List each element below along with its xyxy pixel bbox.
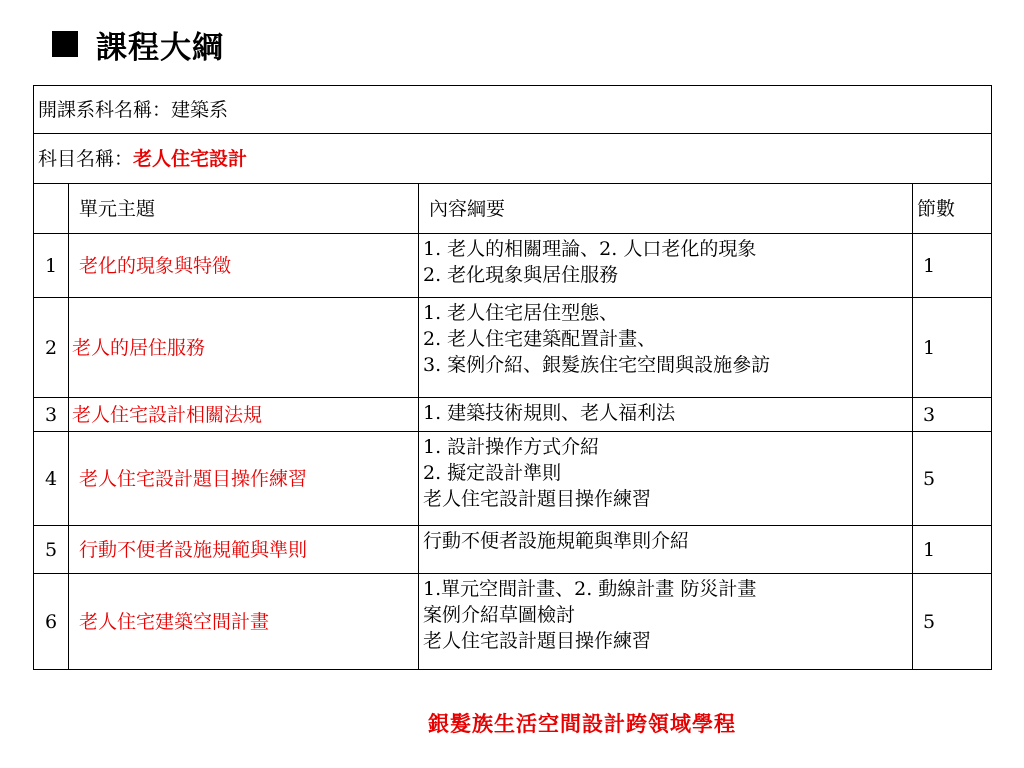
course-name-cell bbox=[34, 134, 992, 184]
content-line: 行動不便者設施規範與準則介紹 bbox=[423, 530, 690, 552]
unit-number: 2 bbox=[34, 298, 69, 398]
unit-content bbox=[419, 298, 913, 398]
unit-number: 3 bbox=[34, 398, 69, 432]
unit-topic: 行動不便者設施規範與準則 bbox=[69, 526, 419, 574]
bullet-square-icon bbox=[52, 31, 78, 57]
unit-content bbox=[419, 398, 913, 432]
content-line: 1. 老人的相關理論、2. 人口老化的現象 bbox=[423, 238, 757, 260]
header-row bbox=[34, 184, 992, 234]
content-line: 案例介紹草圖檢討 bbox=[423, 604, 576, 626]
unit-topic: 老人住宅建築空間計畫 bbox=[69, 574, 419, 670]
unit-hours: 1 bbox=[913, 526, 992, 574]
content-line: 1.單元空間計畫、2. 動線計畫 防災計畫 bbox=[423, 578, 757, 600]
header-hours: 節數 bbox=[913, 184, 992, 234]
table-row bbox=[34, 432, 992, 526]
unit-number: 1 bbox=[34, 234, 69, 298]
unit-content bbox=[419, 432, 913, 526]
content-line: 2. 老化現象與居住服務 bbox=[423, 264, 619, 286]
unit-number: 5 bbox=[34, 526, 69, 574]
content-line: 2. 擬定設計準則 bbox=[423, 462, 562, 484]
table-row bbox=[34, 526, 992, 574]
header-topic: 單元主題 bbox=[69, 184, 419, 234]
unit-content bbox=[419, 526, 913, 574]
course-name: 老人住宅設計 bbox=[133, 147, 248, 170]
content-line: 2. 老人住宅建築配置計畫、 bbox=[423, 328, 657, 350]
unit-hours: 5 bbox=[913, 574, 992, 670]
unit-topic: 老人住宅設計題目操作練習 bbox=[69, 432, 419, 526]
page-title: 課程大綱 bbox=[96, 29, 224, 66]
table-row bbox=[34, 234, 992, 298]
header-content: 內容綱要 bbox=[419, 184, 913, 234]
course-label: 科目名稱： bbox=[38, 147, 134, 170]
unit-number: 6 bbox=[34, 574, 69, 670]
unit-topic: 老化的現象與特徵 bbox=[69, 234, 419, 298]
unit-hours: 3 bbox=[913, 398, 992, 432]
page-header bbox=[52, 22, 224, 66]
course-outline-table bbox=[33, 85, 992, 670]
unit-hours: 1 bbox=[913, 298, 992, 398]
unit-number: 4 bbox=[34, 432, 69, 526]
content-line: 1. 建築技術規則、老人福利法 bbox=[423, 402, 676, 424]
course-name-row bbox=[34, 134, 992, 184]
table-row bbox=[34, 574, 992, 670]
unit-hours: 5 bbox=[913, 432, 992, 526]
content-line: 3. 案例介紹、銀髮族住宅空間與設施參訪 bbox=[423, 354, 771, 376]
header-no bbox=[34, 184, 69, 234]
unit-content bbox=[419, 574, 913, 670]
department-label: 開課系科名稱： bbox=[38, 98, 172, 121]
content-line: 老人住宅設計題目操作練習 bbox=[423, 630, 652, 652]
unit-hours: 1 bbox=[913, 234, 992, 298]
unit-topic: 老人住宅設計相關法規 bbox=[69, 398, 419, 432]
unit-content bbox=[419, 234, 913, 298]
department-row bbox=[34, 86, 992, 134]
content-line: 1. 老人住宅居住型態、 bbox=[423, 302, 619, 324]
department-cell bbox=[34, 86, 992, 134]
table-row bbox=[34, 298, 992, 398]
unit-topic: 老人的居住服務 bbox=[69, 298, 419, 398]
content-line: 1. 設計操作方式介紹 bbox=[423, 436, 600, 458]
program-name-footer: 銀髮族生活空間設計跨領域學程 bbox=[428, 711, 736, 736]
content-line: 老人住宅設計題目操作練習 bbox=[423, 488, 652, 510]
table-row bbox=[34, 398, 992, 432]
department-value: 建築系 bbox=[171, 98, 229, 121]
